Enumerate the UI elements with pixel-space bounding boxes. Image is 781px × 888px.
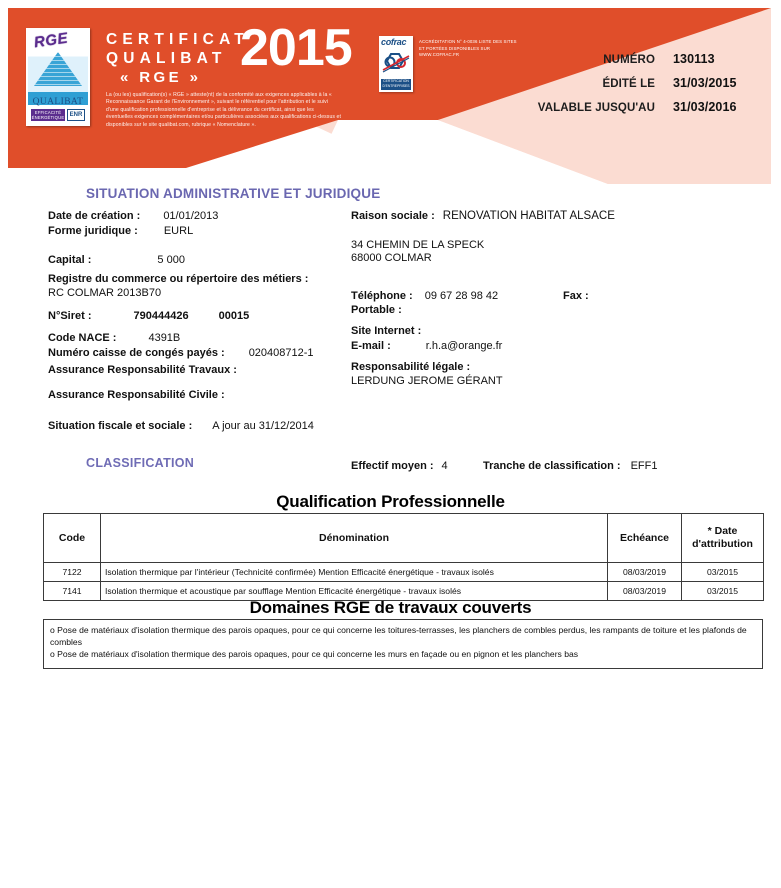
certificate-blurb: La (ou les) qualification(s) « RGE » atteste(nt) de la conformité aux exigences applicables à la « Reconnaissance Garant de l'Environnement », suivant le référentiel pour l'attribution et le suivi d'une qualification professionnelle d'entreprise et la délivrance du certificat, ainsi que les éventuelles exigences complémentaires et/ou particulières associées aux qualifications ci-dessus et disponibles sur le site qualibat.com, rubrique « Nomenclature ». — [106, 92, 341, 128]
telephone-label: Téléphone : — [351, 290, 413, 302]
forme-juridique-value: EURL — [163, 225, 194, 237]
field-situation-fiscale — [48, 420, 314, 432]
field-site-internet — [351, 325, 421, 337]
cell-denomination: Isolation thermique par l'intérieur (Technicité confirmée) Mention Efficacité énergétique - travaux isolés — [101, 563, 608, 582]
fiscale-value: A jour au 31/12/2014 — [212, 420, 314, 432]
certificate-title — [106, 30, 249, 88]
edite-le-value: 31/03/2015 — [673, 76, 737, 90]
column-header-echeance: Echéance — [608, 514, 682, 563]
certificate-title-line2: QUALIBAT — [106, 50, 227, 67]
date-attribution-line1: * Date — [707, 525, 738, 537]
field-assurance-civile — [48, 389, 225, 401]
certificate-meta-block — [429, 50, 759, 122]
assurance-civile-label: Assurance Responsabilité Civile : — [48, 389, 225, 401]
table-header-row — [44, 514, 764, 563]
certificate-title-line3: « RGE » — [120, 69, 202, 86]
cell-denomination: Isolation thermique et acoustique par soufflage Mention Efficacité énergétique - travaux isolés — [101, 582, 608, 601]
siret-suffix: 00015 — [218, 310, 250, 322]
email-label: E-mail : — [351, 340, 391, 352]
classification-section-title: CLASSIFICATION — [86, 456, 195, 470]
column-header-denomination: Dénomination — [101, 514, 608, 563]
field-address-line2 — [351, 252, 432, 264]
cell-code: 7141 — [44, 582, 101, 601]
date-creation-label: Date de création : — [48, 210, 141, 222]
meta-row-edite — [429, 74, 759, 93]
qualification-block-title: Qualification Professionnelle — [276, 492, 505, 511]
qualibat-logo — [26, 28, 90, 126]
qualibat-wordmark: QUALIBAT — [32, 97, 84, 107]
email-value: r.h.a@orange.fr — [425, 340, 503, 352]
field-registre-commerce-value — [48, 287, 161, 299]
tranche-value: EFF1 — [630, 460, 658, 472]
field-code-nace — [48, 332, 180, 344]
field-registre-commerce-label — [48, 273, 308, 285]
field-caisse-conges — [48, 347, 314, 359]
qualibat-efficacite-text: EFFICACITÉ ÉNERGÉTIQUE — [31, 109, 65, 120]
field-tranche-classification — [483, 460, 657, 472]
situation-section-title: SITUATION ADMINISTRATIVE ET JURIDIQUE — [86, 186, 381, 201]
field-effectif-moyen — [351, 460, 448, 472]
effectif-label: Effectif moyen : — [351, 460, 434, 472]
field-email — [351, 340, 502, 352]
nace-label: Code NACE : — [48, 332, 117, 344]
date-creation-value: 01/01/2013 — [163, 210, 219, 222]
domaines-list-box — [43, 619, 763, 669]
meta-row-valable — [429, 98, 759, 117]
address-line1: 34 CHEMIN DE LA SPECK — [351, 239, 485, 251]
cell-echeance: 08/03/2019 — [608, 582, 682, 601]
qualibat-logo-footer — [31, 109, 85, 121]
valable-jusquau-value: 31/03/2016 — [673, 100, 737, 114]
certificate-year: 2015 — [240, 19, 352, 77]
field-date-creation — [48, 210, 218, 222]
cell-date-attribution: 03/2015 — [682, 563, 764, 582]
raison-sociale-value: RENOVATION HABITAT ALSACE — [442, 210, 615, 222]
table-row — [44, 563, 764, 582]
certificate-header — [8, 8, 771, 184]
raison-sociale-label: Raison sociale : — [351, 210, 435, 222]
cofrac-accreditation-note: ACCRÉDITATION N° 4-0036 LISTE DES SITES ET PORTÉES DISPONIBLES SUR WWW.COFRAC.FR — [419, 39, 517, 58]
capital-value: 5 000 — [157, 254, 185, 266]
numero-value: 130113 — [673, 52, 715, 66]
portable-label: Portable : — [351, 304, 402, 316]
field-capital — [48, 254, 185, 266]
field-raison-sociale — [351, 210, 615, 222]
qualibat-logo-inner — [28, 30, 88, 124]
cofrac-mark-icon — [382, 50, 410, 74]
assurance-travaux-label: Assurance Responsabilité Travaux : — [48, 364, 237, 376]
field-forme-juridique — [48, 225, 193, 237]
field-siret — [48, 310, 249, 322]
site-internet-label: Site Internet : — [351, 325, 422, 337]
qualibat-enr-badge: ENR — [67, 109, 85, 121]
list-item: o Pose de matériaux d'isolation thermique des parois opaques, pour ce qui concerne les murs en façade ou en pignon et les planchers bas — [50, 649, 579, 659]
meta-row-numero — [429, 50, 759, 69]
responsabilite-value: LERDUNG JEROME GÉRANT — [351, 375, 503, 387]
registre-label: Registre du commerce ou répertoire des métiers : — [48, 273, 309, 285]
field-address-line1 — [351, 239, 484, 251]
nace-value: 4391B — [148, 332, 181, 344]
qualification-table — [43, 513, 764, 601]
cofrac-wordmark: cofrac — [381, 37, 407, 47]
siret-label: N°Siret : — [48, 310, 92, 322]
fax-label: Fax : — [563, 290, 589, 302]
cell-code: 7122 — [44, 563, 101, 582]
fiscale-label: Situation fiscale et sociale : — [48, 420, 193, 432]
siret-value: 790444426 — [133, 310, 189, 322]
field-responsabilite-value — [351, 375, 503, 387]
forme-juridique-label: Forme juridique : — [48, 225, 138, 237]
numero-label: NUMÉRO — [603, 54, 655, 66]
date-attribution-line2: d'attribution — [692, 538, 753, 550]
address-line2: 68000 COLMAR — [351, 252, 432, 264]
field-assurance-travaux — [48, 364, 237, 376]
tranche-label: Tranche de classification : — [483, 460, 621, 472]
valable-jusquau-label: VALABLE JUSQU'AU — [537, 102, 655, 114]
conges-label: Numéro caisse de congés payés : — [48, 347, 225, 359]
column-header-date-attribution — [682, 514, 764, 563]
domaines-block-title: Domaines RGE de travaux couverts — [249, 598, 532, 617]
registre-value: RC COLMAR 2013B70 — [48, 287, 162, 299]
field-portable — [351, 304, 402, 316]
certificate-title-line1: CERTIFICAT — [106, 31, 249, 48]
edite-le-label: ÉDITÉ LE — [602, 78, 655, 90]
field-responsabilite-label — [351, 361, 470, 373]
cofrac-footer-text: CERTIFICATION D'ENTREPRISES — [382, 79, 410, 88]
responsabilite-label: Responsabilité légale : — [351, 361, 471, 373]
cell-echeance: 08/03/2019 — [608, 563, 682, 582]
cell-date-attribution: 03/2015 — [682, 582, 764, 601]
capital-label: Capital : — [48, 254, 92, 266]
cofrac-logo — [379, 36, 413, 92]
conges-value: 020408712-1 — [248, 347, 314, 359]
effectif-value: 4 — [441, 460, 448, 472]
telephone-value: 09 67 28 98 42 — [424, 290, 499, 302]
qualibat-rge-text: RGE — [32, 30, 70, 52]
column-header-code: Code — [44, 514, 101, 563]
field-telephone — [351, 290, 498, 302]
field-fax — [563, 290, 589, 302]
list-item: o Pose de matériaux d'isolation thermique des parois opaques, pour ce qui concerne les toitures-terrasses, les planchers de combles perdus, les rampants de toiture et les plafonds de combles — [50, 625, 747, 647]
